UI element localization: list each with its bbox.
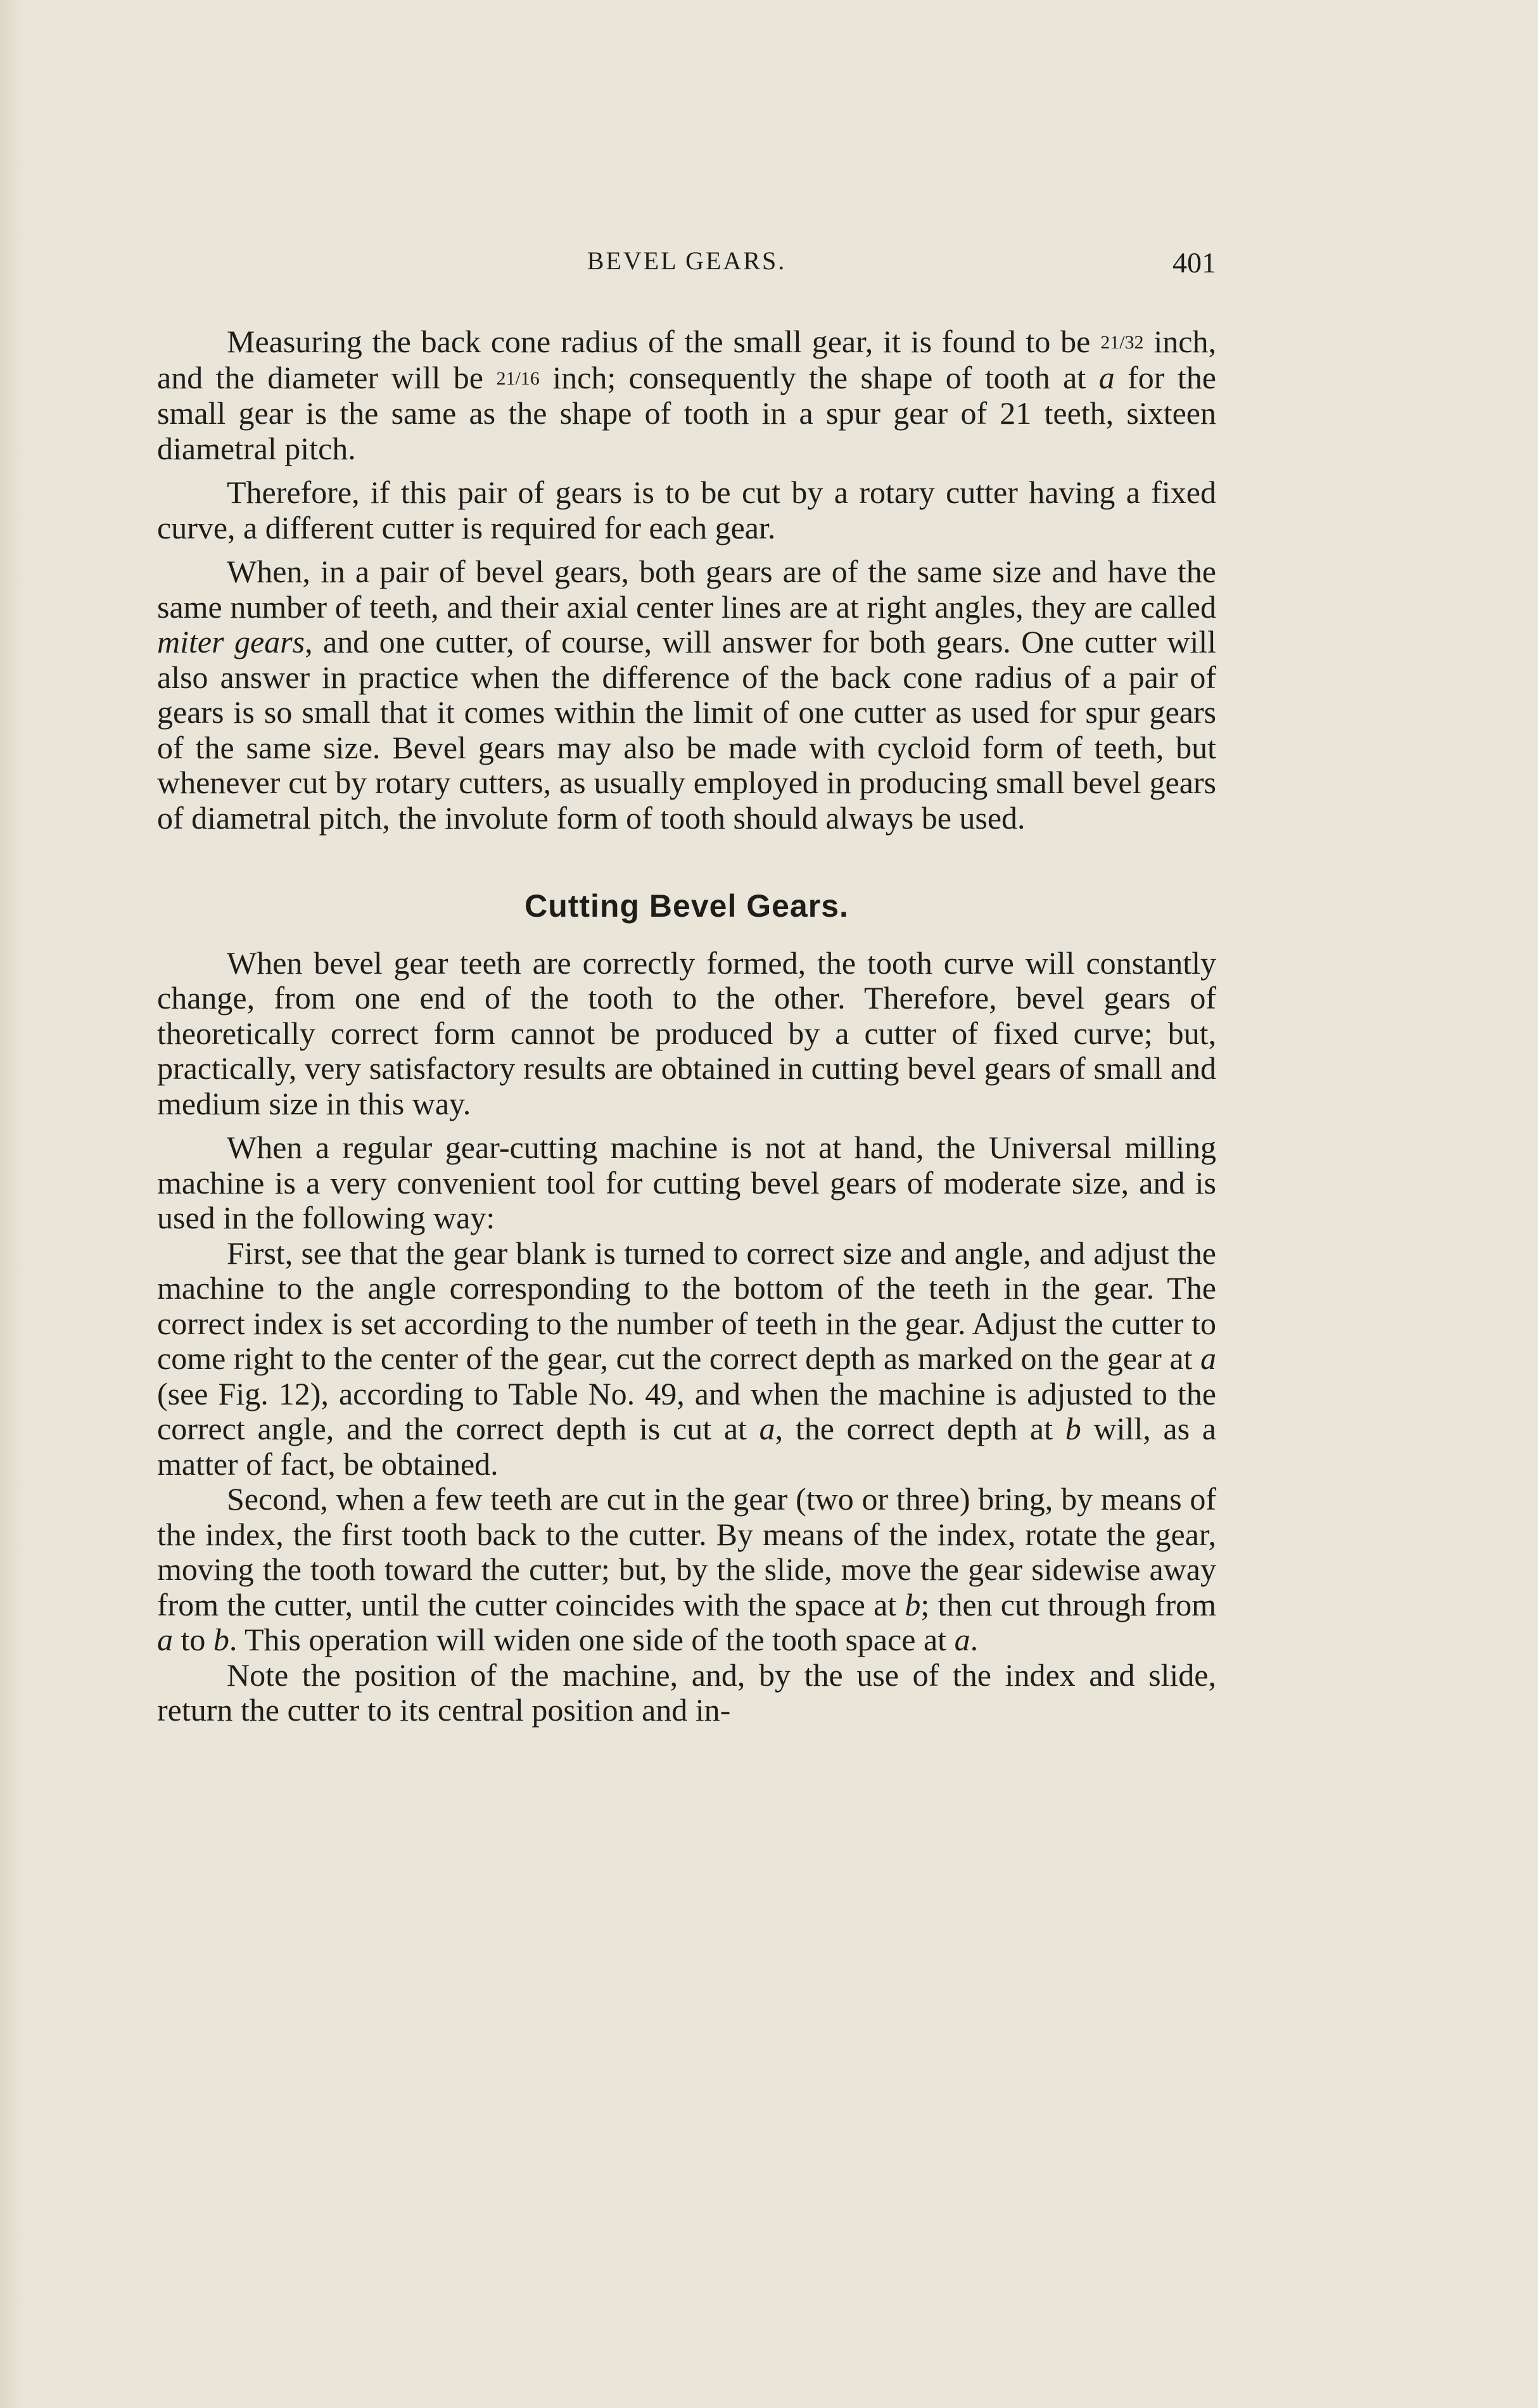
text-run: (see Fig. 12), according to Table No. 49, and when the machine is adjusted to the correct angle, and the correct depth is cut at <box>157 1375 1216 1446</box>
page-edge-shadow <box>0 0 25 2408</box>
text-run: First, see that the gear blank is turned to correct size and angle, and adjust the machine to the angle corresponding to the bottom of the teeth in the gear. The correct index is set according to the number of teeth in the gear. Adjust the cutter to come right to the center of the gear, cut the correct depth as marked on the gear at <box>157 1235 1216 1376</box>
section-heading: Cutting Bevel Gears. <box>524 888 849 924</box>
text-run: ; then cut through from <box>920 1586 1216 1622</box>
text-run: , and one cutter, of course, will answer for both gears. One cutter will also answer in practice when the difference of the back cone radius of a pair of gears is so small that it comes within the limit of one cutter as used for spur gears of the same size. Bevel gears may also be made with cycloid form of teeth, but whenever cut by rotary cutters, as usually employed in producing small bevel gears of diametral pitch, the involute form of tooth should always be used. <box>157 624 1216 836</box>
variable: a <box>1098 359 1115 395</box>
text-run: . This operation will widen one side of the tooth space at <box>229 1622 955 1657</box>
paragraph-7 <box>157 1482 1216 1658</box>
page-number: 401 <box>1173 246 1216 279</box>
variable: a <box>157 1622 173 1657</box>
variable: a <box>954 1622 970 1657</box>
text-run: inch; consequently the shape of tooth at <box>539 359 1099 395</box>
variable: a <box>1200 1341 1216 1376</box>
running-header <box>157 246 1216 284</box>
text-run: . <box>970 1622 979 1657</box>
text-run: Second, when a few teeth are cut in the gear (two or three) bring, by means of the index, the first tooth back to the cutter. By means of the index, rotate the gear, moving the tooth toward the cutter; but, by the slide, move the gear sidewise away from the cutter, until the cutter coincides with the space at <box>157 1481 1216 1622</box>
emphasis: miter gears <box>157 624 305 659</box>
text-run: , the correct depth at <box>775 1411 1065 1446</box>
text-run: inch, and the diameter will be <box>157 324 1216 395</box>
paragraph-1 <box>157 324 1216 466</box>
text-run: When, in a pair of bevel gears, both gears are of the same size and have the same number of teeth, and their axial center lines are at right angles, they are called <box>157 554 1216 625</box>
variable: b <box>1065 1411 1081 1446</box>
paragraph-5: When a regular gear-cutting machine is not at hand, the Universal milling machine is a very convenient tool for cutting bevel gears of moderate size, and is used in the following way: <box>157 1130 1216 1235</box>
variable: b <box>905 1586 921 1622</box>
text-run: for the small gear is the same as the shape of tooth in a spur gear of 21 teeth, sixteen diametral pitch. <box>157 359 1217 466</box>
paragraph-2: Therefore, if this pair of gears is to be cut by a rotary cutter having a fixed curve, a different cutter is required for each gear. <box>157 475 1216 545</box>
paragraph-4: When bevel gear teeth are correctly formed, the tooth curve will constantly change, from one end of the tooth to the other. Therefore, bevel gears of theoretically correct form cannot be produced by a cutter of fixed curve; but, practically, very satisfactory results are obtained in cutting bevel gears of small and medium size in this way. <box>157 945 1216 1121</box>
paragraph-6 <box>157 1236 1216 1482</box>
fraction: 21/32 <box>1100 332 1144 353</box>
variable: b <box>213 1622 229 1657</box>
text-run: to <box>173 1622 213 1657</box>
text-run: will, as a matter of fact, be obtained. <box>157 1411 1216 1482</box>
paragraph-8: Note the position of the machine, and, by the use of the index and slide, return the cutter to its central position and in- <box>157 1657 1216 1728</box>
fraction: 21/16 <box>496 367 540 389</box>
variable: a <box>759 1411 775 1446</box>
paragraph-3 <box>157 554 1216 836</box>
running-title: BEVEL GEARS. <box>587 246 787 275</box>
text-run: Measuring the back cone radius of the small gear, it is found to be <box>227 324 1101 359</box>
body-text <box>157 324 1216 1728</box>
